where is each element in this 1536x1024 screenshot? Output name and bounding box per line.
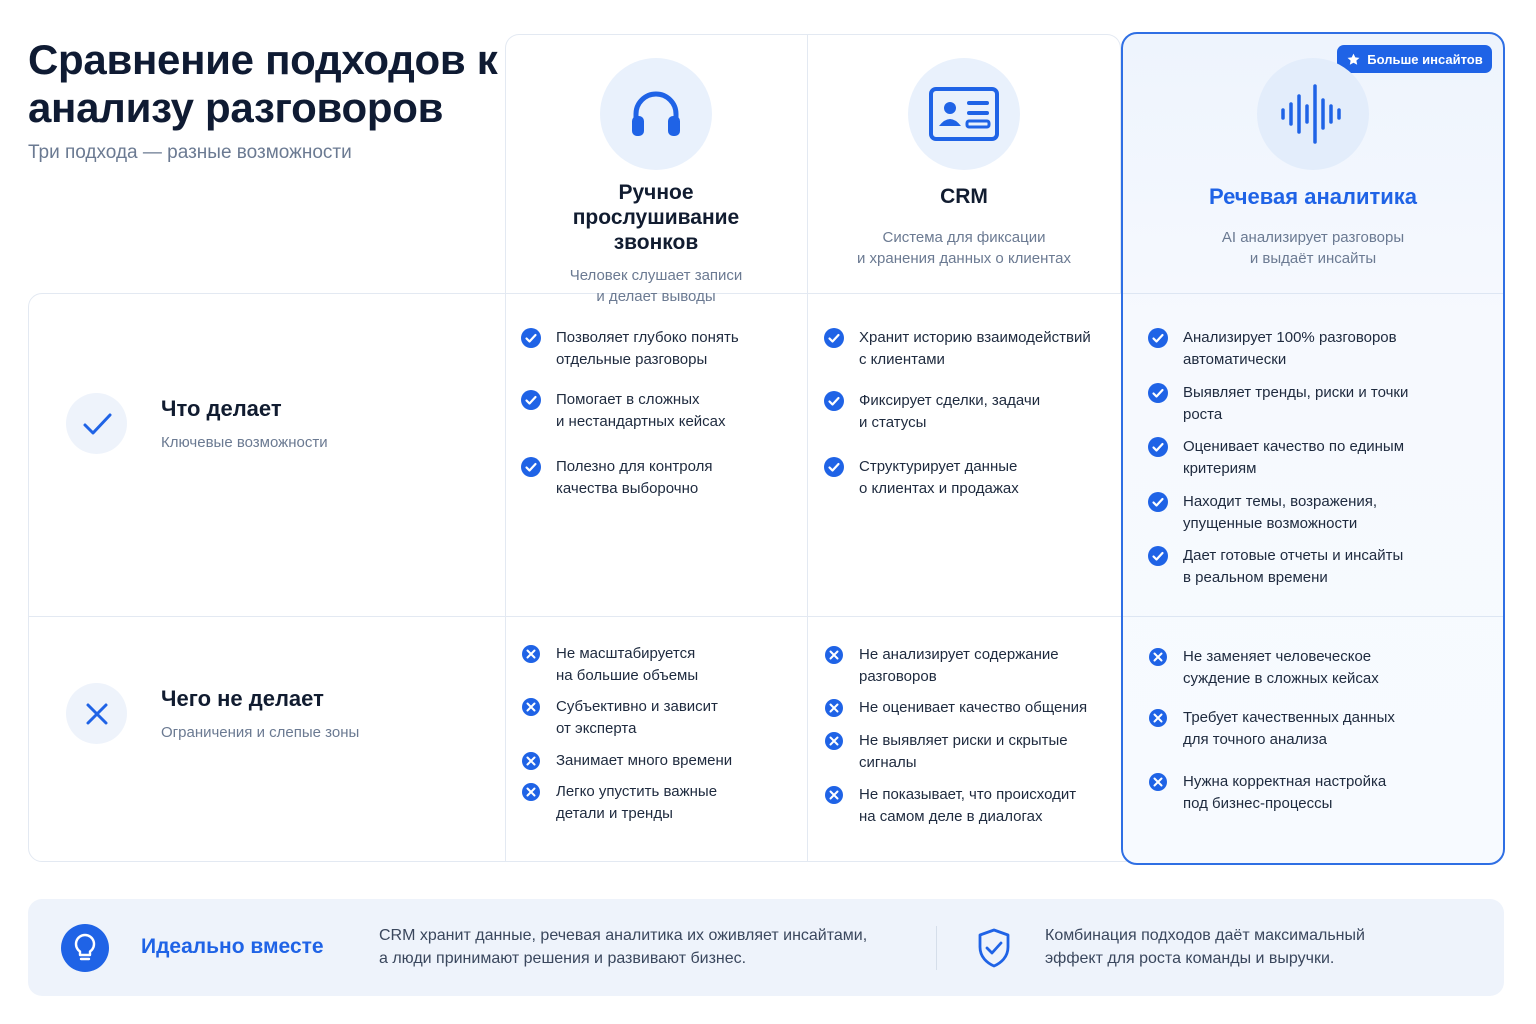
item-text: Нужна корректная настройка под бизнес-процессы: [1183, 773, 1387, 812]
row-subtitle: Ограничения и слепые зоны: [161, 724, 360, 741]
icon-circle: [600, 58, 712, 170]
footer-banner: [28, 899, 1504, 996]
item-text: Легко упустить важные детали и тренды: [556, 783, 718, 822]
cross-circle-icon: [1148, 647, 1168, 667]
list-item: [521, 696, 718, 740]
column-manual: [505, 58, 807, 307]
list-item: [824, 327, 1091, 371]
list-item: [1148, 545, 1403, 589]
column-title: Речевая аналитика: [1208, 184, 1418, 209]
check-icon: [80, 407, 114, 441]
divider: [1123, 616, 1503, 617]
column-description: Человек слушает записи и делает выводы: [569, 267, 743, 305]
list-item: [521, 750, 732, 772]
list-item: [824, 644, 1059, 688]
cross-circle-icon: [521, 697, 541, 717]
column-speech-analytics: [1121, 58, 1505, 269]
item-text: Позволяет глубоко понять отдельные разговоры: [556, 329, 739, 368]
cross-circle-icon: [824, 731, 844, 751]
row-title: Что делает: [161, 396, 282, 421]
list-item: [1148, 327, 1397, 371]
column-description: Система для фиксации и хранения данных о клиентах: [857, 229, 1071, 267]
item-text: Не оценивает качество общения: [859, 699, 1088, 716]
row-head-does: [66, 393, 328, 454]
list-item: [1148, 707, 1395, 751]
check-circle-icon: [1148, 437, 1168, 457]
item-text: Структурирует данные о клиентах и продажах: [859, 458, 1019, 497]
row-title: Чего не делает: [161, 686, 324, 711]
cross-circle-icon: [1148, 708, 1168, 728]
item-text: Анализирует 100% разговоров автоматически: [1183, 329, 1397, 368]
cross-circle-icon: [521, 751, 541, 771]
column-title: CRM: [940, 185, 988, 208]
row-subtitle: Ключевые возможности: [161, 434, 328, 451]
item-text: Находит темы, возражения, упущенные возможности: [1183, 493, 1378, 532]
item-text: Требует качественных данных для точного анализа: [1183, 709, 1395, 748]
check-circle-icon: [1148, 546, 1168, 566]
column-crm: [807, 58, 1121, 269]
footer-text-right: Комбинация подходов даёт максимальный эффект для роста команды и выручки.: [1045, 927, 1365, 967]
divider: [28, 616, 1122, 617]
list-item: [1148, 436, 1404, 480]
list-item: [824, 730, 1068, 774]
list-item: [824, 456, 1019, 500]
list-item: [1148, 771, 1386, 815]
list-item: [824, 390, 1040, 434]
divider: [505, 293, 506, 862]
list-item: [824, 784, 1076, 828]
item-text: Полезно для контроля качества выборочно: [556, 458, 713, 497]
icon-circle: [1257, 58, 1369, 170]
item-text: Фиксирует сделки, задачи и статусы: [859, 392, 1041, 431]
cross-circle-icon: [824, 645, 844, 665]
footer-title: Идеально вместе: [141, 935, 324, 958]
row-icon: [66, 683, 127, 744]
item-text: Помогает в сложных и нестандартных кейсах: [556, 391, 726, 430]
cross-circle-icon: [521, 782, 541, 802]
item-text: Не анализирует содержание разговоров: [859, 646, 1059, 685]
list-item: [521, 327, 739, 371]
divider: [936, 926, 937, 970]
column-title: Ручное прослушивание звонков: [572, 181, 740, 254]
sound-wave-icon: [1278, 82, 1348, 146]
list-item: [521, 456, 712, 500]
check-circle-icon: [824, 391, 844, 411]
page-title: Сравнение подходов к анализу разговоров: [28, 36, 498, 131]
cross-icon: [82, 699, 112, 729]
list-item: [824, 697, 1087, 719]
id-card-icon: [928, 86, 1000, 142]
cross-circle-icon: [1148, 772, 1168, 792]
item-text: Оценивает качество по единым критериям: [1183, 438, 1405, 477]
row-icon: [66, 393, 127, 454]
item-text: Не показывает, что происходит на самом деле в диалогах: [859, 786, 1077, 825]
footer-text-left: CRM хранит данные, речевая аналитика их оживляет инсайтами, а люди принимают решения и развивают бизнес.: [379, 927, 868, 967]
list-item: [521, 781, 717, 825]
check-circle-icon: [521, 457, 541, 477]
item-text: Субъективно и зависит от эксперта: [556, 698, 718, 737]
list-item: [521, 643, 698, 687]
list-item: [1148, 491, 1377, 535]
cross-circle-icon: [824, 785, 844, 805]
divider: [1123, 293, 1503, 294]
list-item: [521, 389, 726, 433]
icon-circle: [908, 58, 1020, 170]
check-circle-icon: [521, 390, 541, 410]
row-head-doesnt: [66, 683, 359, 744]
list-item: [1148, 646, 1379, 690]
item-text: Не выявляет риски и скрытые сигналы: [859, 732, 1068, 771]
check-circle-icon: [1148, 328, 1168, 348]
check-circle-icon: [1148, 492, 1168, 512]
page-subtitle: Три подхода — разные возможности: [28, 142, 352, 163]
headphones-icon: [624, 82, 688, 146]
item-text: Выявляет тренды, риски и точки роста: [1183, 384, 1409, 423]
check-circle-icon: [1148, 383, 1168, 403]
item-text: Занимает много времени: [556, 752, 733, 769]
lightbulb-icon: [72, 933, 98, 963]
shield-check-icon: [976, 927, 1012, 969]
cross-circle-icon: [824, 698, 844, 718]
lightbulb-badge: [61, 924, 109, 972]
column-description: AI анализирует разговоры и выдаёт инсайты: [1221, 229, 1405, 267]
cross-circle-icon: [521, 644, 541, 664]
list-item: [1148, 382, 1408, 426]
check-circle-icon: [521, 328, 541, 348]
item-text: Хранит историю взаимодействий с клиентами: [859, 329, 1091, 368]
item-text: Не масштабируется на большие объемы: [556, 645, 699, 684]
badge-label: Больше инсайтов: [1367, 51, 1483, 67]
item-text: Не заменяет человеческое суждение в сложных кейсах: [1183, 648, 1379, 687]
check-circle-icon: [824, 328, 844, 348]
item-text: Дает готовые отчеты и инсайты в реальном времени: [1183, 547, 1404, 586]
check-circle-icon: [824, 457, 844, 477]
